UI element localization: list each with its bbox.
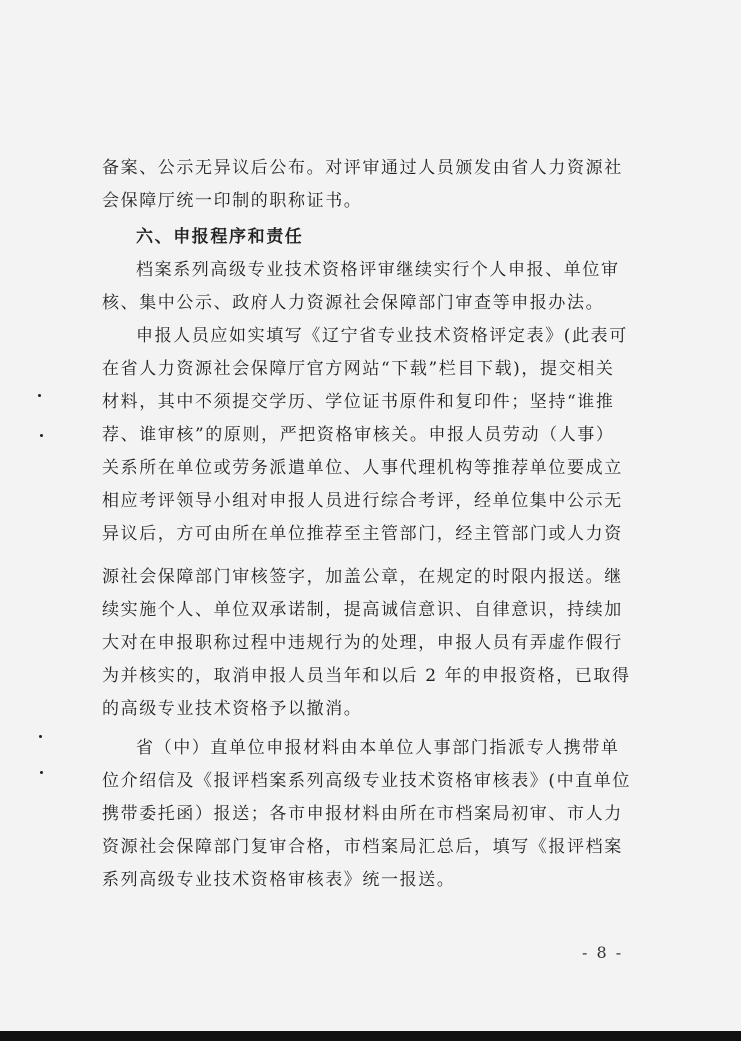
text-line: 在省人力资源社会保障厅官方网站“下载”栏目下载)，提交相关 <box>102 359 615 379</box>
text-line: 关系所在单位或劳务派遣单位、人事代理机构等推荐单位要成立 <box>102 458 623 478</box>
section-heading: 六、申报程序和责任 <box>136 227 304 247</box>
scan-mark <box>38 394 41 397</box>
text-line: 系列高级专业技术资格审核表》统一报送。 <box>102 870 456 890</box>
text-line: 会保障厅统一印制的职称证书。 <box>102 191 363 211</box>
text-line: 的高级专业技术资格予以撤消。 <box>102 699 363 719</box>
scan-mark <box>40 434 43 437</box>
scan-mark <box>39 735 42 738</box>
text-line: 为并核实的，取消申报人员当年和以后 2 年的申报资格，已取得 <box>102 666 631 686</box>
text-line: 源社会保障部门审核签字，加盖公章，在规定的时限内报送。继 <box>102 567 623 587</box>
text-line: 备案、公示无异议后公布。对评审通过人员颁发由省人力资源社 <box>102 158 623 178</box>
text-line: 携带委托函）报送；各市申报材料由所在市档案局初审、市人力 <box>102 804 623 824</box>
page-number: - 8 - <box>582 943 624 962</box>
text-line: 异议后，方可由所在单位推荐至主管部门，经主管部门或人力资 <box>102 524 623 544</box>
text-line: 续实施个人、单位双承诺制，提高诚信意识、自律意识，持续加 <box>102 600 623 620</box>
text-line: 省（中）直单位申报材料由本单位人事部门指派专人携带单 <box>136 738 620 758</box>
scan-mark <box>40 771 43 774</box>
text-line: 材料，其中不须提交学历、学位证书原件和复印件；坚持“谁推 <box>102 392 615 412</box>
text-line: 核、集中公示、政府人力资源社会保障部门审查等申报办法。 <box>102 293 605 313</box>
text-line: 荐、谁审核”的原则，严把资格审核关。申报人员劳动（人事） <box>102 425 615 445</box>
text-line: 档案系列高级专业技术资格评审继续实行个人申报、单位审 <box>136 260 620 280</box>
text-line: 位介绍信及《报评档案系列高级专业技术资格审核表》(中直单位 <box>102 771 632 791</box>
text-line: 相应考评领导小组对申报人员进行综合考评，经单位集中公示无 <box>102 491 623 511</box>
text-line: 资源社会保障部门复审合格，市档案局汇总后，填写《报评档案 <box>102 837 623 857</box>
text-line: 大对在申报职称过程中违规行为的处理，申报人员有弄虚作假行 <box>102 633 623 653</box>
text-line: 申报人员应如实填写《辽宁省专业技术资格评定表》(此表可 <box>136 326 628 346</box>
